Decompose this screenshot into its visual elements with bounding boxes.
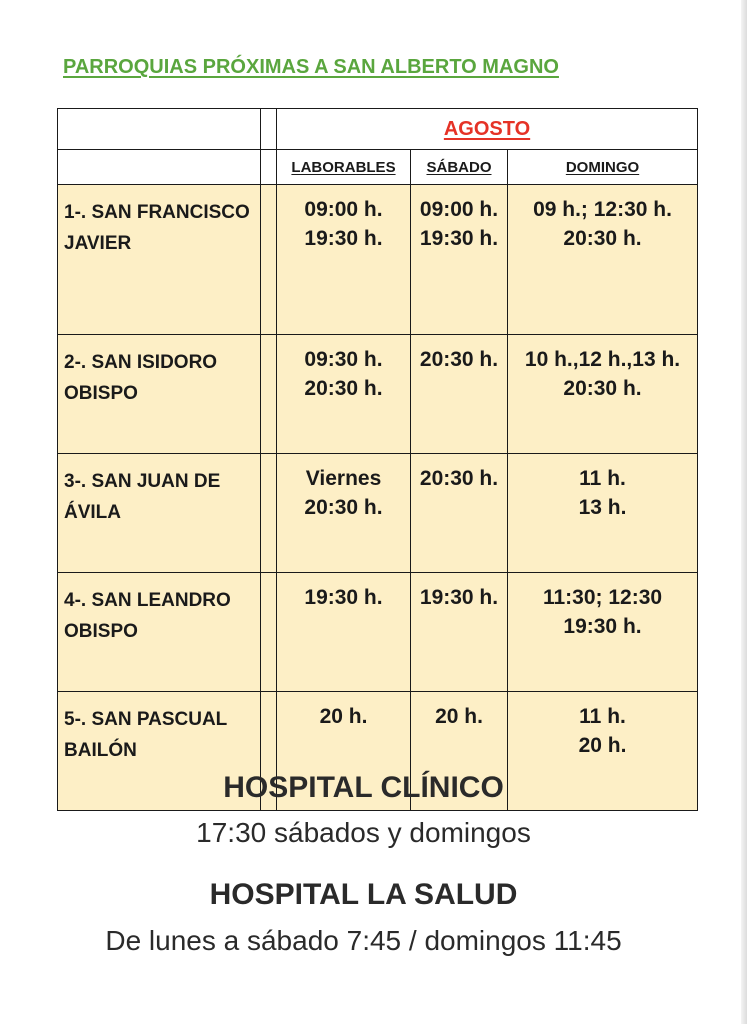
blank-cell xyxy=(58,150,261,185)
month-header: AGOSTO xyxy=(277,109,698,150)
gap-cell xyxy=(261,185,277,335)
page-edge-shadow xyxy=(741,0,747,1024)
parish-name: 3-. SAN JUAN DE ÁVILA xyxy=(58,454,261,573)
hospital-la-salud-title: HOSPITAL LA SALUD xyxy=(209,878,518,911)
laborables-times: 19:30 h. xyxy=(277,573,411,692)
hospital-clinico-schedule: 17:30 sábados y domingos xyxy=(196,817,531,848)
laborables-times: 09:00 h. 19:30 h. xyxy=(277,185,411,335)
parish-name: 5-. SAN PASCUAL BAILÓN xyxy=(58,692,261,811)
parish-name: 4-. SAN LEANDRO OBISPO xyxy=(58,573,261,692)
gap-cell xyxy=(261,150,277,185)
gap-cell xyxy=(261,109,277,150)
domingo-times: 11:30; 12:30 19:30 h. xyxy=(508,573,698,692)
domingo-times: 10 h.,12 h.,13 h. 20:30 h. xyxy=(508,335,698,454)
laborables-times: 09:30 h. 20:30 h. xyxy=(277,335,411,454)
sabado-times: 20 h. xyxy=(411,692,508,811)
gap-cell xyxy=(261,454,277,573)
domingo-times: 11 h. 13 h. xyxy=(508,454,698,573)
mass-schedule-table xyxy=(57,108,698,811)
sabado-times: 20:30 h. xyxy=(411,454,508,573)
gap-cell xyxy=(261,335,277,454)
domingo-times: 09 h.; 12:30 h. 20:30 h. xyxy=(508,185,698,335)
parish-row xyxy=(58,573,698,692)
parish-row xyxy=(58,454,698,573)
domingo-times: 11 h. 20 h. xyxy=(508,692,698,811)
parish-row xyxy=(58,185,698,335)
gap-cell xyxy=(261,573,277,692)
sabado-times: 09:00 h. 19:30 h. xyxy=(411,185,508,335)
laborables-times: Viernes 20:30 h. xyxy=(277,454,411,573)
month-row xyxy=(58,109,698,150)
parish-name: 1-. SAN FRANCISCO JAVIER xyxy=(58,185,261,335)
column-header-sabado: SÁBADO xyxy=(411,150,508,185)
column-header-laborables: LABORABLES xyxy=(277,150,411,185)
hospital-clinico-title: HOSPITAL CLÍNICO xyxy=(223,771,504,804)
parish-row xyxy=(58,335,698,454)
sabado-times: 20:30 h. xyxy=(411,335,508,454)
blank-cell xyxy=(58,109,261,150)
sabado-times: 19:30 h. xyxy=(411,573,508,692)
laborables-times: 20 h. xyxy=(277,692,411,811)
column-header-domingo: DOMINGO xyxy=(508,150,698,185)
hospital-la-salud-schedule: De lunes a sábado 7:45 / domingos 11:45 xyxy=(105,925,622,956)
day-header-row xyxy=(58,150,698,185)
page-heading: PARROQUIAS PRÓXIMAS A SAN ALBERTO MAGNO xyxy=(63,56,559,78)
parish-name: 2-. SAN ISIDORO OBISPO xyxy=(58,335,261,454)
